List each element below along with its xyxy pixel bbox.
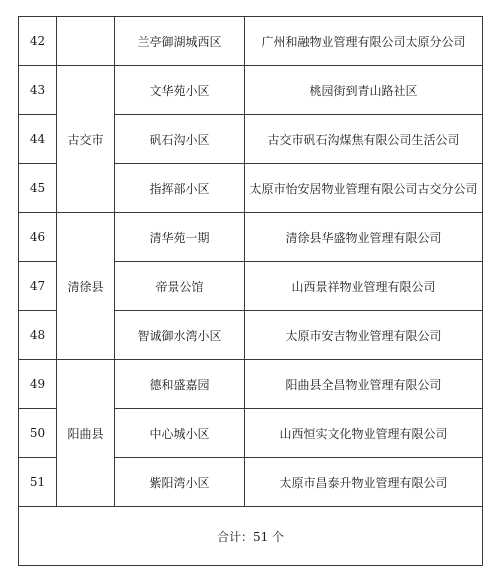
county-yangqu: 阳曲县: [57, 360, 115, 507]
property-company: 古交市矾石沟煤焦有限公司生活公司: [245, 115, 483, 164]
table-row: [19, 17, 483, 66]
total-row: [19, 507, 483, 566]
county-qingxu: 清徐县: [57, 213, 115, 360]
row-number: 42: [19, 17, 57, 66]
property-company: 太原市安吉物业管理有限公司: [245, 311, 483, 360]
property-company: 清徐县华盛物业管理有限公司: [245, 213, 483, 262]
community-name: 帝景公馆: [115, 262, 245, 311]
row-number: 46: [19, 213, 57, 262]
county-cell-empty: [57, 17, 115, 66]
community-name: 指挥部小区: [115, 164, 245, 213]
row-number: 47: [19, 262, 57, 311]
table-row: [19, 66, 483, 115]
property-company: 太原市怡安居物业管理有限公司古交分公司: [245, 164, 483, 213]
property-company: 阳曲县全昌物业管理有限公司: [245, 360, 483, 409]
community-name: 矾石沟小区: [115, 115, 245, 164]
community-name: 中心城小区: [115, 409, 245, 458]
community-name: 清华苑一期: [115, 213, 245, 262]
row-number: 50: [19, 409, 57, 458]
property-company: 广州和融物业管理有限公司太原分公司: [245, 17, 483, 66]
community-name: 兰亭御湖城西区: [115, 17, 245, 66]
community-name: 文华苑小区: [115, 66, 245, 115]
row-number: 45: [19, 164, 57, 213]
table-row: [19, 213, 483, 262]
community-name: 德和盛嘉园: [115, 360, 245, 409]
community-name: 智诚御水湾小区: [115, 311, 245, 360]
property-company: 山西景祥物业管理有限公司: [245, 262, 483, 311]
property-company: 山西恒实文化物业管理有限公司: [245, 409, 483, 458]
community-property-table: [18, 16, 483, 566]
row-number: 44: [19, 115, 57, 164]
property-company: 太原市昌泰升物业管理有限公司: [245, 458, 483, 507]
row-number: 51: [19, 458, 57, 507]
row-number: 49: [19, 360, 57, 409]
county-gujiao: 古交市: [57, 66, 115, 213]
row-number: 43: [19, 66, 57, 115]
community-name: 紫阳湾小区: [115, 458, 245, 507]
total-count: 合计：51 个: [19, 507, 483, 566]
property-company: 桃园街到青山路社区: [245, 66, 483, 115]
table-row: [19, 360, 483, 409]
row-number: 48: [19, 311, 57, 360]
